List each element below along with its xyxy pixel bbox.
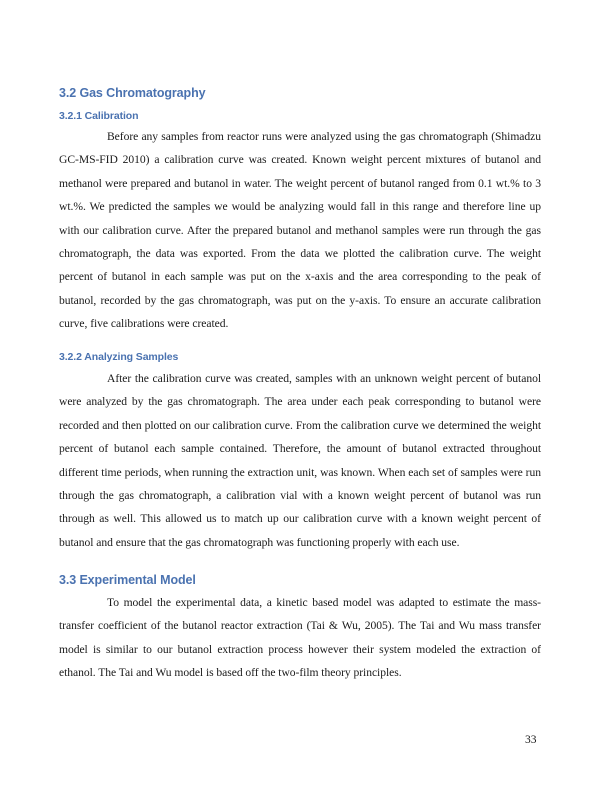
- subsection-heading-analyzing-samples: 3.2.2 Analyzing Samples: [59, 351, 179, 363]
- page-number: 33: [525, 734, 537, 746]
- calibration-paragraph: Before any samples from reactor runs were analyzed using the gas chromatograph (Shimadzu GC-MS-FID 2010) a calibration curve was created. Known weight percent mixtures of butanol and methanol were prepared and butanol in water. The weight percent of butanol ranged from 0.1 wt.% to 3 wt.%. We predicted the samples we would be analyzing would fall in this range and therefore line up with our calibration curve. After the prepared butanol and methanol samples were run through the gas chromatograph, the data was exported. From the data we plotted the calibration curve. The weight percent of butanol in each sample was put on the x-axis and the area corresponding to the peak of butanol, recorded by the gas chromatograph, was put on the y-axis. To ensure an accurate calibration curve, five calibrations were created.: [59, 130, 541, 331]
- section-heading-gas-chromatography: 3.2 Gas Chromatography: [59, 86, 206, 100]
- section-heading-experimental-model: 3.3 Experimental Model: [59, 573, 196, 587]
- analyzing-samples-paragraph: After the calibration curve was created, samples with an unknown weight percent of butanol were analyzed by the gas chromatograph. The area under each peak corresponding to butanol were recorded and then plotted on our calibration curve. From the calibration curve we determined the weight percent of butanol each sample contained. Therefore, the amount of butanol extracted throughout different time periods, when running the extraction unit, was known. When each set of samples were run through the gas chromatograph, a calibration vial with a known weight percent of butanol was run through as well. This allowed us to match up our calibration curve with a known weight percent of butanol and ensure that the gas chromatograph was functioning properly with each use.: [59, 372, 541, 549]
- subsection-heading-calibration: 3.2.1 Calibration: [59, 110, 139, 122]
- experimental-model-paragraph: To model the experimental data, a kinetic based model was adapted to estimate the mass-transfer coefficient of the butanol reactor extraction (Tai & Wu, 2005). The Tai and Wu mass transfer model is similar to our butanol extraction process however their system modeled the extraction of ethanol. The Tai and Wu model is based off the two-film theory principles.: [59, 596, 541, 680]
